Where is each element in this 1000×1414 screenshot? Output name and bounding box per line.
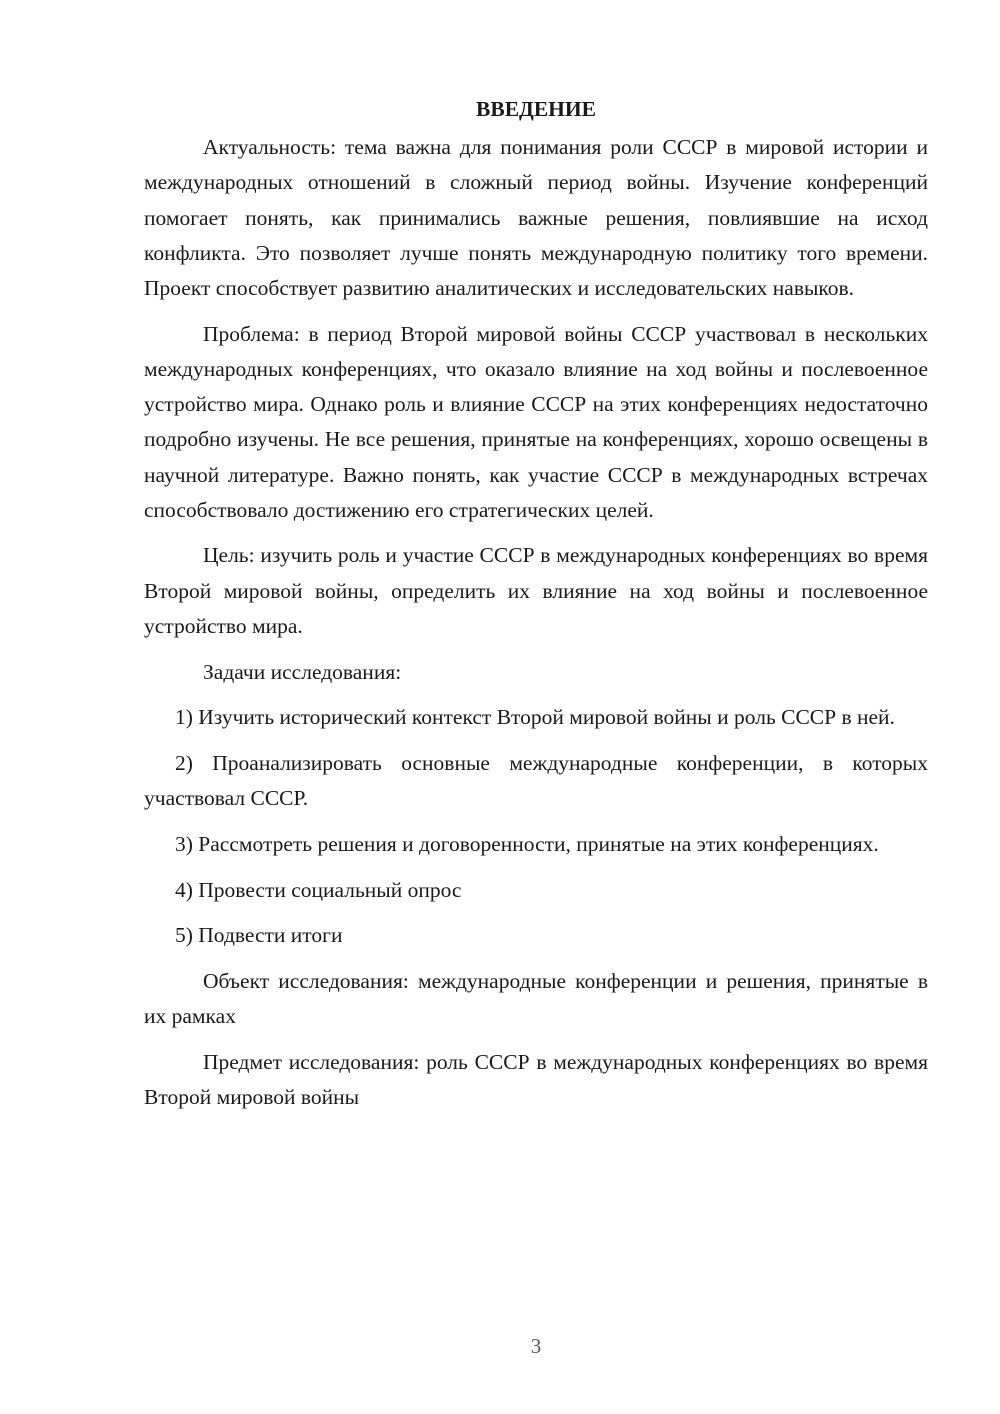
task-item-4: 4) Провести социальный опрос [175, 877, 462, 902]
task-item-3: 3) Рассмотреть решения и договоренности, принятые на этих конференциях. [175, 831, 879, 856]
goal-paragraph: Цель: изучить роль и участие СССР в международных конференциях во время Второй мировой войны, определить их влияние на ход войны и послевоенное устройство мира. [144, 543, 928, 638]
subject-paragraph: Предмет исследования: роль СССР в международных конференциях во время Второй мировой войны [144, 1049, 928, 1110]
object-paragraph: Объект исследования: международные конференции и решения, принятые в их рамках [144, 968, 928, 1029]
tasks-label: Задачи исследования: [203, 659, 402, 684]
problem-paragraph: Проблема: в период Второй мировой войны СССР участвовал в нескольких международных конференциях, что оказало влияние на ход войны и послевоенное устройство мира. Однако роль и влияние СССР на этих конференциях недостаточно подробно изучены. Не все решения, принятые на конференциях, хорошо освещены в научной литературе. Важно понять, как участие СССР в международных встречах способствовало достижению его стратегических целей. [144, 321, 928, 522]
task-item-1: 1) Изучить исторический контекст Второй мировой войны и роль СССР в ней. [175, 705, 895, 730]
page-content [144, 92, 928, 1126]
task-item-5: 5) Подвести итоги [175, 923, 343, 948]
relevance-paragraph: Актуальность: тема важна для понимания роли СССР в мировой истории и международных отношений в сложный период войны. Изучение конференций помогает понять, как принимались важные решения, повлиявшие на исход конфликта. Это позволяет лучше понять международную политику того времени. Проект способствует развитию аналитических и исследовательских навыков. [144, 135, 928, 301]
task-item-2: 2) Проанализировать основные международные конференции, в которых участвовал СССР. [144, 750, 928, 811]
page-number: 3 [530, 1334, 542, 1358]
section-heading: ВВЕДЕНИЕ [476, 97, 596, 121]
